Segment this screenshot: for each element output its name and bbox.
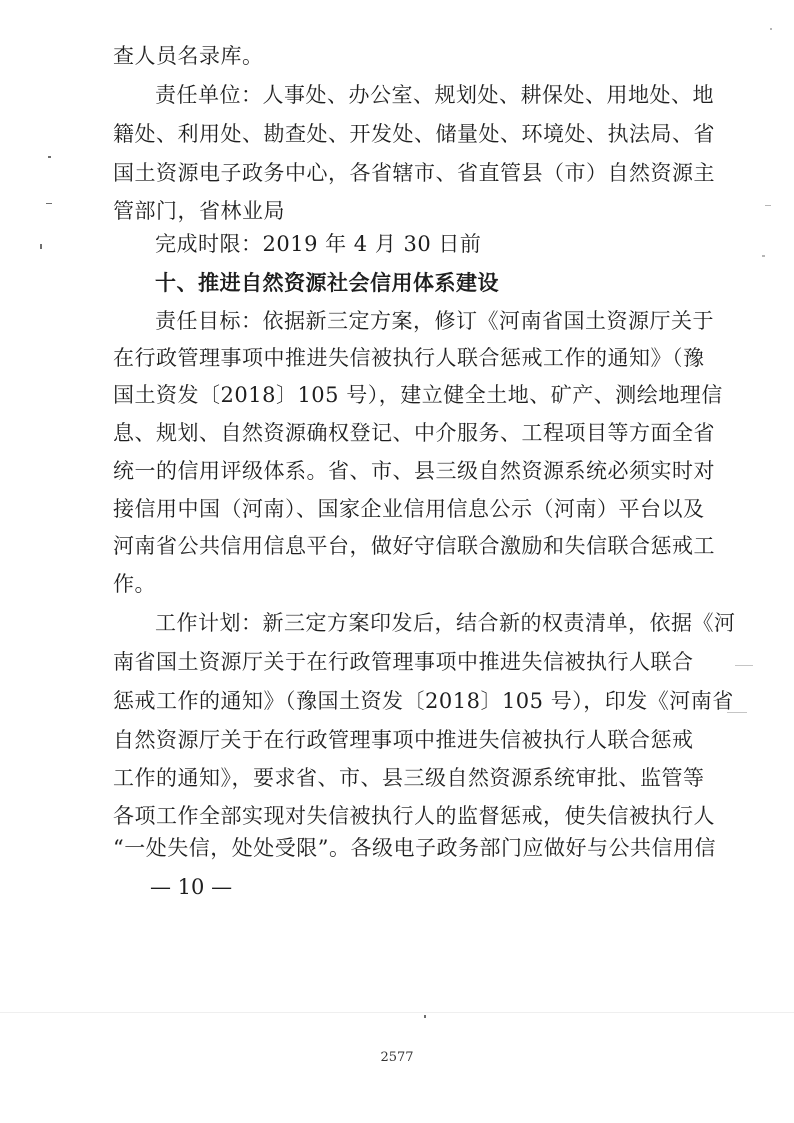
text-line-5: 管部门，省林业局 — [113, 199, 285, 223]
scan-edge-divider — [0, 1012, 794, 1013]
text-line-21: 各项工作全部实现对失信被执行人的监督惩戒，使失信被执行人 — [113, 804, 715, 828]
text-line-2: 责任单位：人事处、办公室、规划处、耕保处、用地处、地 — [155, 83, 714, 107]
text-line-13: 接信用中国（河南）、国家企业信用信息公示（河南）平台以及 — [113, 497, 705, 521]
text-line-1: 查人员名录库。 — [113, 44, 264, 68]
scan-speck — [765, 205, 771, 206]
text-line-18: 惩戒工作的通知》（豫国土资发〔2018〕105 号），印发《河南省 — [113, 689, 734, 713]
text-line-6: 完成时限：2019 年 4 月 30 日前 — [155, 232, 482, 256]
text-line-9: 在行政管理事项中推进失信被执行人联合惩戒工作的通知》（豫 — [113, 346, 705, 370]
section-heading: 十、推进自然资源社会信用体系建设 — [155, 271, 499, 295]
text-line-11: 息、规划、自然资源确权登记、中介服务、工程项目等方面全省 — [113, 421, 715, 445]
scan-speck — [46, 203, 52, 204]
text-line-10: 国土资发〔2018〕105 号），建立健全土地、矿产、测绘地理信 — [113, 383, 723, 407]
text-line-3: 籍处、利用处、勘查处、开发处、储量处、环境处、执法局、省 — [113, 122, 715, 146]
scan-speck — [762, 255, 765, 257]
text-line-15: 作。 — [113, 572, 156, 596]
text-line-4: 国土资源电子政务中心，各省辖市、省直管县（市）自然资源主 — [113, 161, 715, 185]
text-line-22: “一处失信，处处受限”。各级电子政务部门应做好与公共信用信 — [113, 836, 716, 860]
scan-speck — [770, 28, 772, 30]
text-line-17: 南省国土资源厅关于在行政管理事项中推进失信被执行人联合 — [113, 650, 694, 674]
page-number: — 10 — — [150, 875, 233, 899]
scan-speck — [727, 712, 747, 713]
scan-speck — [40, 244, 42, 249]
text-line-19: 自然资源厅关于在行政管理事项中推进失信被执行人联合惩戒 — [113, 728, 694, 752]
scan-speck — [48, 156, 51, 158]
scan-speck — [735, 665, 753, 666]
text-line-8: 责任目标：依据新三定方案，修订《河南省国土资源厅关于 — [155, 309, 714, 333]
text-line-16: 工作计划：新三定方案印发后，结合新的权责清单，依据《河 — [155, 611, 736, 635]
scan-speck — [424, 1015, 426, 1018]
text-line-14: 河南省公共信用信息平台，做好守信联合激励和失信联合惩戒工 — [113, 534, 715, 558]
text-line-12: 统一的信用评级体系。省、市、县三级自然资源系统必须实时对 — [113, 459, 715, 483]
scan-sequence-number: 2577 — [380, 1050, 414, 1065]
text-line-20: 工作的通知》，要求省、市、县三级自然资源系统审批、监管等 — [113, 766, 705, 790]
